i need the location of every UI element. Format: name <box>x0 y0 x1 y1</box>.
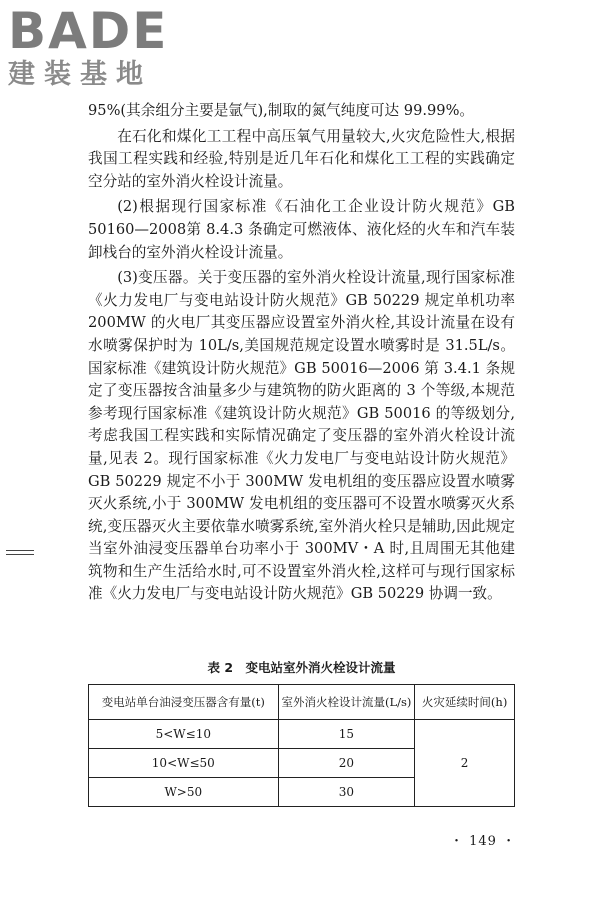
logo-subtitle: 建装基地 <box>8 59 152 90</box>
paragraph-1: 95%(其余组分主要是氩气),制取的氮气纯度可达 99.99%。 <box>88 102 475 119</box>
table-cell-range: 5<W≤10 <box>89 720 279 749</box>
table-header-cell: 室外消火栓设计流量(L/s) <box>278 685 415 720</box>
body-text <box>88 100 515 609</box>
margin-mark <box>6 550 34 556</box>
watermark-logo <box>8 2 178 96</box>
table-cell-flow: 20 <box>278 749 415 778</box>
table-cell-range: 10<W≤50 <box>89 749 279 778</box>
table-header-row <box>89 685 515 720</box>
table-cell-flow: 30 <box>278 778 415 807</box>
paragraph-2: 在石化和煤化工工程中高压氧气用量较大,火灾危险性大,根据我国工程实践和经验,特别是近几年石化和煤化工工程的实践确定空分站的室外消火栓设计流量。 <box>88 127 515 190</box>
paragraph-3: (2)根据现行国家标准《石油化工企业设计防火规范》GB 50160—2008第 8.4.3 条确定可燃液体、液化烃的火车和汽车装卸栈台的室外消火栓设计流量。 <box>88 198 515 261</box>
page-number: ・ 149 ・ <box>450 834 517 849</box>
logo-text: BADE <box>8 2 169 60</box>
data-table <box>88 684 515 807</box>
table-caption: 表 2 变电站室外消火栓设计流量 <box>207 660 396 675</box>
table-header-cell: 变电站单台油浸变压器含有量(t) <box>89 685 279 720</box>
table-header-cell: 火灾延续时间(h) <box>415 685 515 720</box>
table-row <box>89 720 515 749</box>
table-cell-range: W>50 <box>89 778 279 807</box>
table-cell-flow: 15 <box>278 720 415 749</box>
paragraph-4: (3)变压器。关于变压器的室外消火栓设计流量,现行国家标准《火力发电厂与变电站设计防火规范》GB 50229 规定单机功率 200MW 的火电厂其变压器应设置室外消火栓,其设计流量在设有水喷雾保护时为 10L/s,美国规范规定设置水喷雾时是 31.5L/s。国家标准《建筑设计防火规范》GB 50016—2006 第 3.4.1 条规定了变压器按含油量多少与建筑物的防火距离的 3 个等级,本规范参考现行国家标准《建筑设计防火规范》GB 50016 的等级划分,考虑我国工程实践和实际情况确定了变压器的室外消火栓设计流量,见表 2。现行国家标准《火力发电厂与变电站设计防火规范》GB 50229 规定不小于 300MW 发电机组的变压器应设置水喷雾灭火系统,小于 300MW 发电机组的变压器可不设置水喷雾灭火系统,变压器灭火主要依靠水喷雾系统,室外消火栓只是辅助,因此规定当室外油浸变压器单台功率小于 300MV・A 时,且周围无其他建筑物和生产生活给水时,可不设置室外消火栓,这样可与现行国家标准《火力发电厂与变电站设计防火规范》GB 50229 协调一致。 <box>88 269 515 603</box>
table-cell-duration: 2 <box>415 720 515 807</box>
